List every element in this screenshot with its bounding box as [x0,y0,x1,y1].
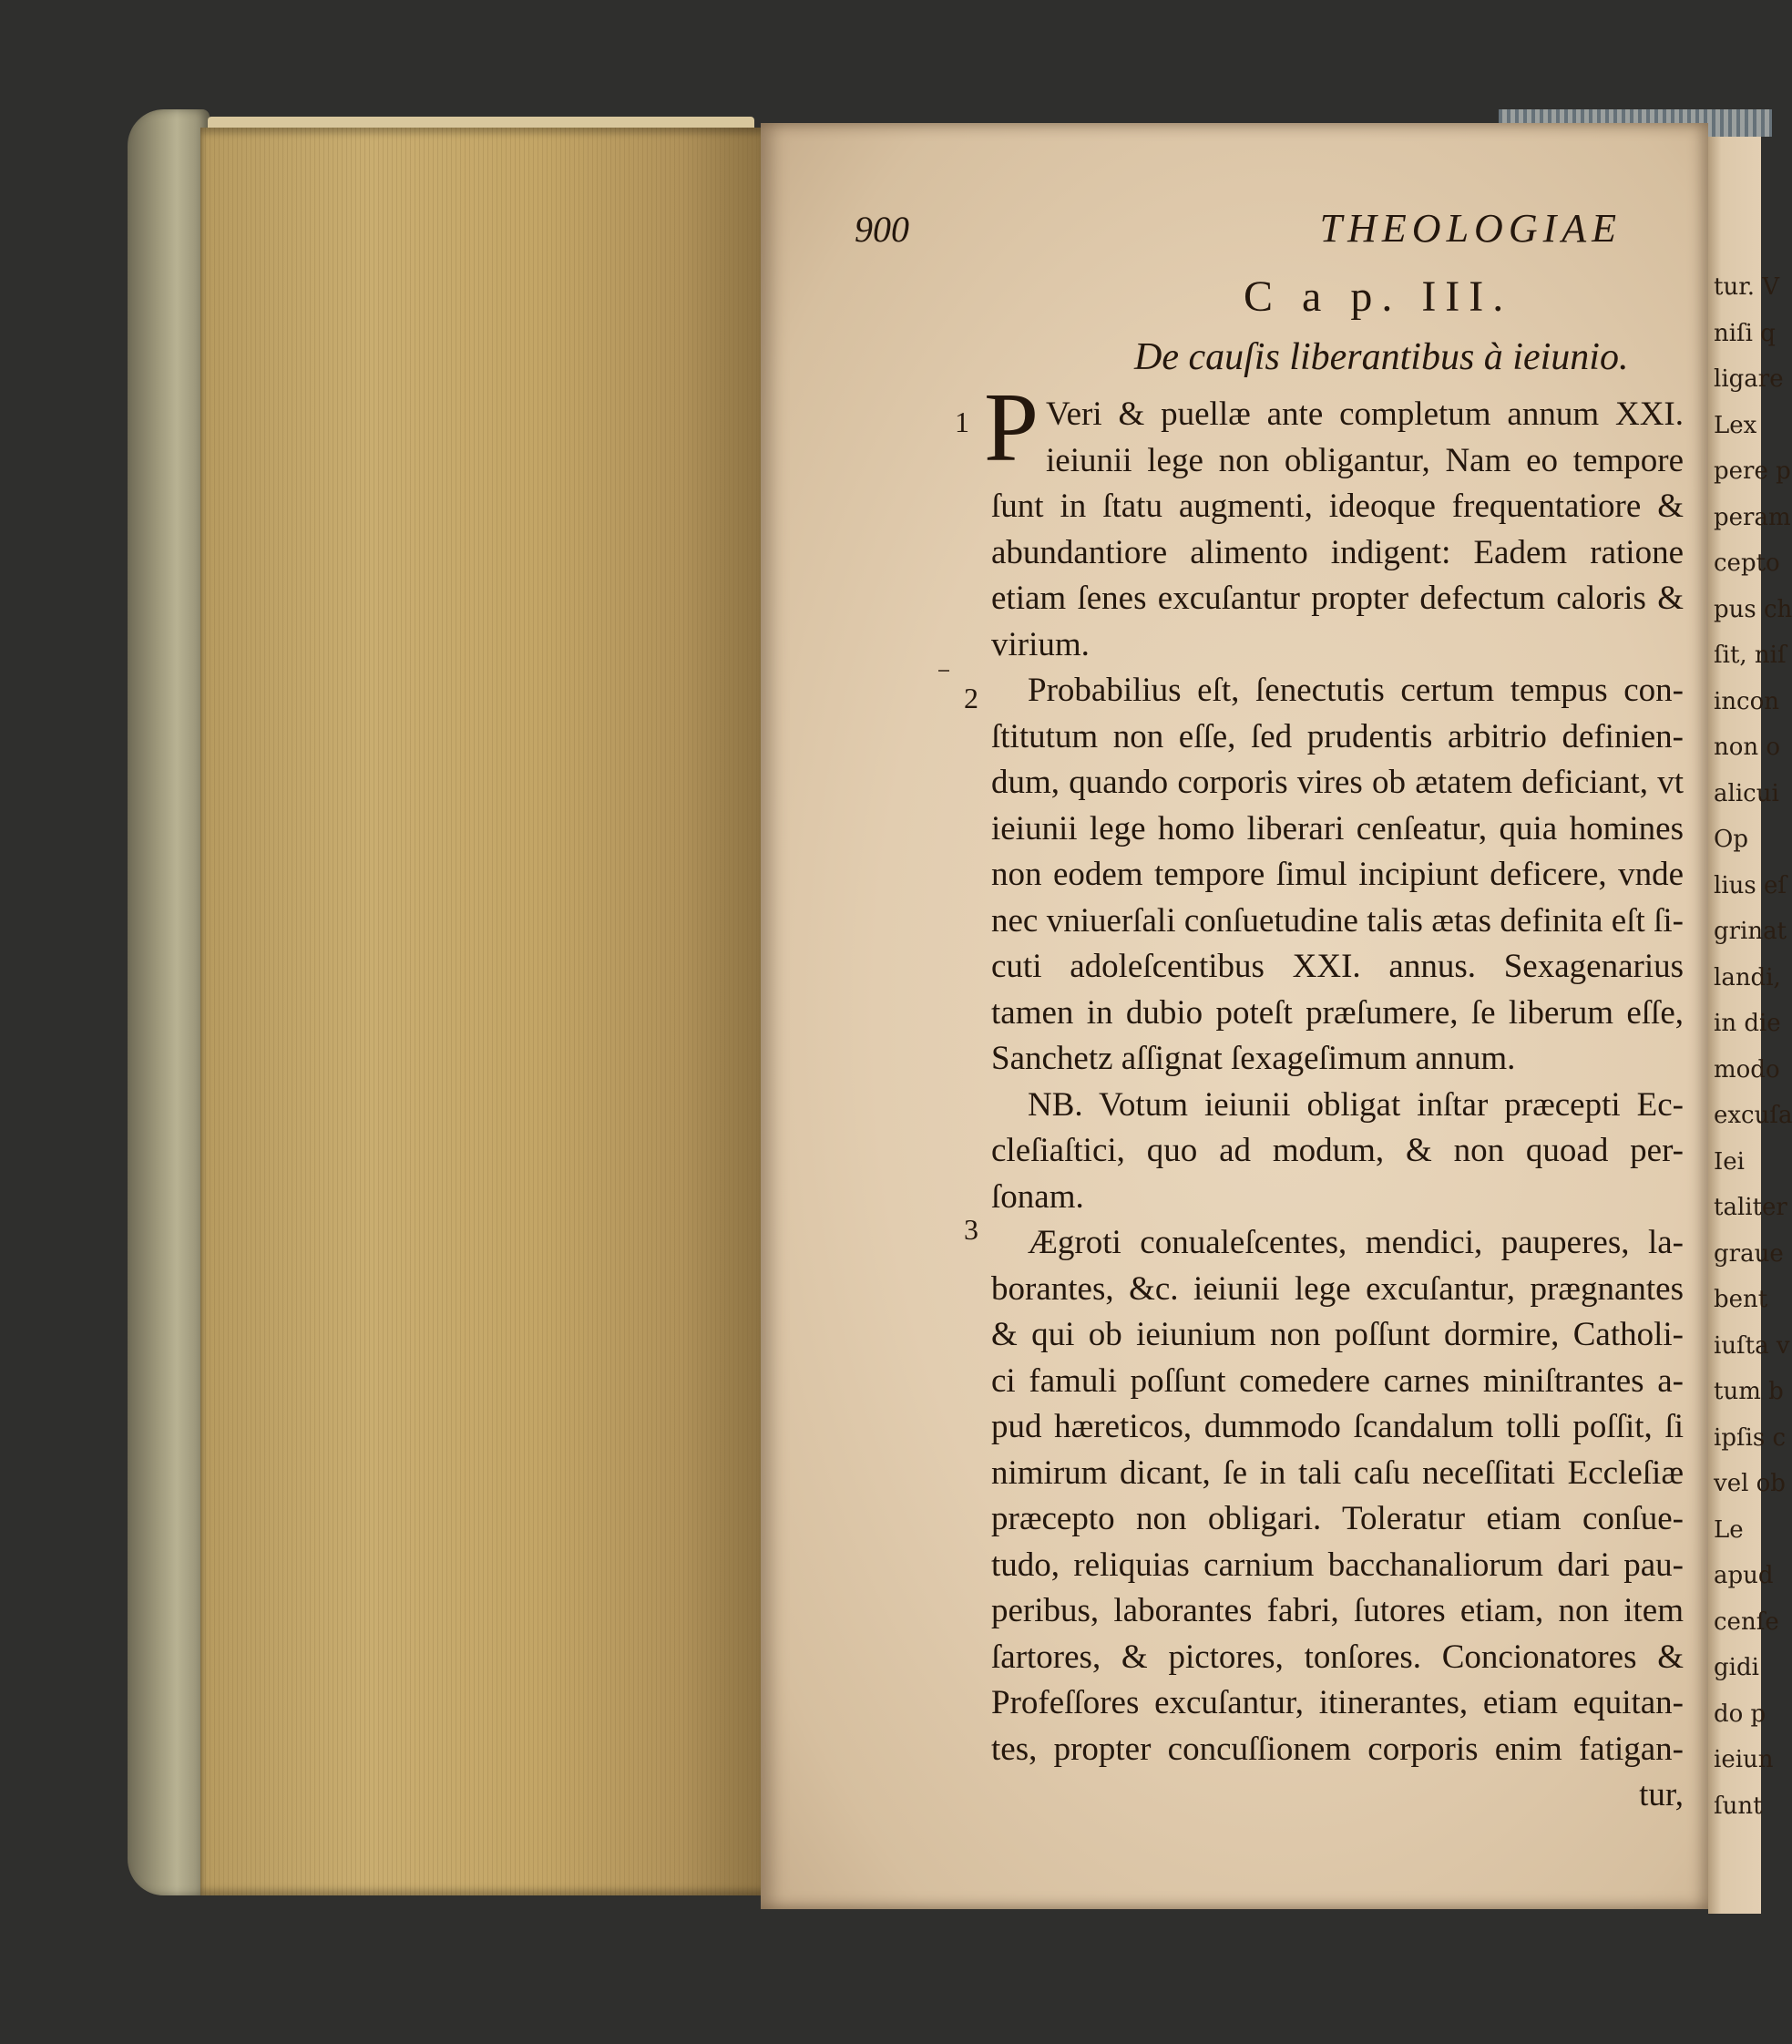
text-line: tes, propter concuſſionem corporis enim fatigan- [991,1730,1684,1768]
text-line: borantes, &c. ieiunii lege excuſantur, prægnantes [991,1269,1684,1308]
text-line: NB. Votum ieiunii obligat inſtar præcepti Ec- [1028,1085,1684,1124]
text-line: nimirum dicant, ſe in tali caſu neceſſitati Eccleſiæ [991,1453,1684,1492]
facing-page-text [1714,264,1792,1829]
facing-text-fragment: Op [1714,826,1748,853]
facing-text-fragment: pus ch [1714,595,1792,623]
text-line: ieiunii lege non obligantur, Nam eo tempore [1046,441,1684,479]
facing-text-fragment: tum b [1714,1378,1784,1405]
paragraph-number: 1 [955,406,969,438]
text-line: ſonam. [991,1177,1084,1216]
text-line: Veri & puellæ ante completum annum XXI. [1046,395,1684,433]
margin-mark [938,670,949,672]
text-line: tur, [1639,1776,1684,1813]
facing-text-fragment: Le [1714,1515,1744,1544]
facing-text-fragment: niſi q [1714,319,1776,347]
facing-text-fragment: alicui [1714,779,1779,807]
text-line: ſartores, & pictores, tonſores. Concionatores & [991,1638,1684,1676]
text-line: ieiunii lege homo liberari cenſeatur, quia homines [991,809,1684,847]
text-line: etiam ſenes excuſantur propter defectum caloris & [991,580,1684,617]
facing-text-fragment: modo [1714,1055,1780,1084]
text-line: abundantiore alimento indigent: Eadem ratione [991,533,1684,571]
text-line: præcepto non obligari. Toleratur etiam conſue- [991,1500,1684,1537]
facing-text-fragment: gidi [1714,1654,1759,1681]
facing-text-fragment: ſunt [1714,1792,1763,1820]
book-spine [128,109,210,1895]
chapter-heading: C a p. III. [1244,272,1513,321]
text-line: dum, quando corporis vires ob ætatem deficiant, vt [991,764,1684,801]
chapter-subtitle: De cauſis liberantibus à ieiunio. [1134,336,1629,378]
facing-text-fragment: incon [1714,687,1780,715]
text-line: cuti adoleſcentibus XXI. annus. Sexagenarius [991,948,1684,985]
facing-text-fragment: landi, [1714,963,1781,991]
paragraph-number: 3 [964,1213,978,1246]
text-line: ci famuli poſſunt comedere carnes miniſtrantes a- [991,1361,1684,1400]
text-line: Profeſſores excuſantur, itinerantes, etiam equitan- [991,1684,1684,1721]
facing-text-fragment: ſit, niſ [1714,642,1787,669]
facing-page [1708,137,1792,1914]
facing-text-fragment: tur. V [1714,273,1780,301]
facing-text-fragment: Iei [1714,1147,1745,1176]
facing-text-fragment: taliter [1714,1194,1787,1221]
text-line: Ægroti conualeſcentes, mendici, pauperes, la- [1028,1224,1684,1261]
running-head: THEOLOGIAE [1319,206,1622,251]
text-line: tamen in dubio poteſt præſumere, ſe liberum eſſe, [991,993,1684,1032]
facing-text-fragment: lius eſ [1714,871,1787,899]
facing-text-fragment: bent [1714,1286,1768,1313]
facing-text-fragment: non o [1714,734,1781,761]
facing-text-fragment: ligare [1714,365,1784,393]
text-line: ſtitutum non eſſe, ſed prudentis arbitrio definien- [991,717,1684,755]
text-line: nec vniuerſali conſuetudine talis ætas definita eſt ſi- [991,901,1684,940]
text-line: tudo, reliquias carnium bacchanaliorum dari pau- [991,1546,1684,1584]
text-line: pud hæreticos, dummodo ſcandalum tolli poſſit, ſi [991,1408,1684,1445]
facing-text-fragment: grinat [1714,918,1787,945]
facing-text-fragment: cepto [1714,550,1780,577]
facing-text-fragment: vel ob [1714,1470,1786,1497]
facing-text-fragment: apud [1714,1562,1774,1589]
facing-text-fragment: ipſis c [1714,1423,1787,1452]
facing-text-fragment: peram [1714,503,1791,531]
paragraph-number: 2 [964,682,978,714]
facing-text-fragment: graue [1714,1239,1784,1268]
facing-text-fragment: in die [1714,1010,1781,1037]
text-line: non eodem tempore ſimul incipiunt deficere, vnde [991,856,1684,893]
facing-text-fragment: do p [1714,1700,1766,1728]
facing-text-fragment: Lex [1714,411,1757,439]
facing-text-fragment: ieiun [1714,1746,1774,1773]
page-number: 900 [855,209,909,250]
facing-text-fragment: pere p [1714,457,1791,485]
body-text [991,392,1684,1819]
text-line: & qui ob ieiunium non poſſunt dormire, Catholi- [991,1316,1684,1353]
facing-text-fragment: excuſa [1714,1102,1792,1129]
page-edges [200,128,765,1895]
text-line: cleſiaſtici, quo ad modum, & non quoad per- [991,1132,1684,1169]
text-line: virium. [991,625,1090,663]
text-line: peribus, laborantes fabri, ſutores etiam, non item [991,1592,1684,1629]
facing-text-fragment: iuſta v [1714,1331,1790,1360]
text-line: ſunt in ſtatu augmenti, ideoque frequentatiore & [991,488,1684,525]
text-line: Sanchetz aſſignat ſexageſimum annum. [991,1040,1516,1077]
facing-text-fragment: cenſe [1714,1607,1779,1636]
drop-cap: P [984,374,1039,482]
text-line: Probabilius eſt, ſenectutis certum tempus con- [1028,672,1684,709]
